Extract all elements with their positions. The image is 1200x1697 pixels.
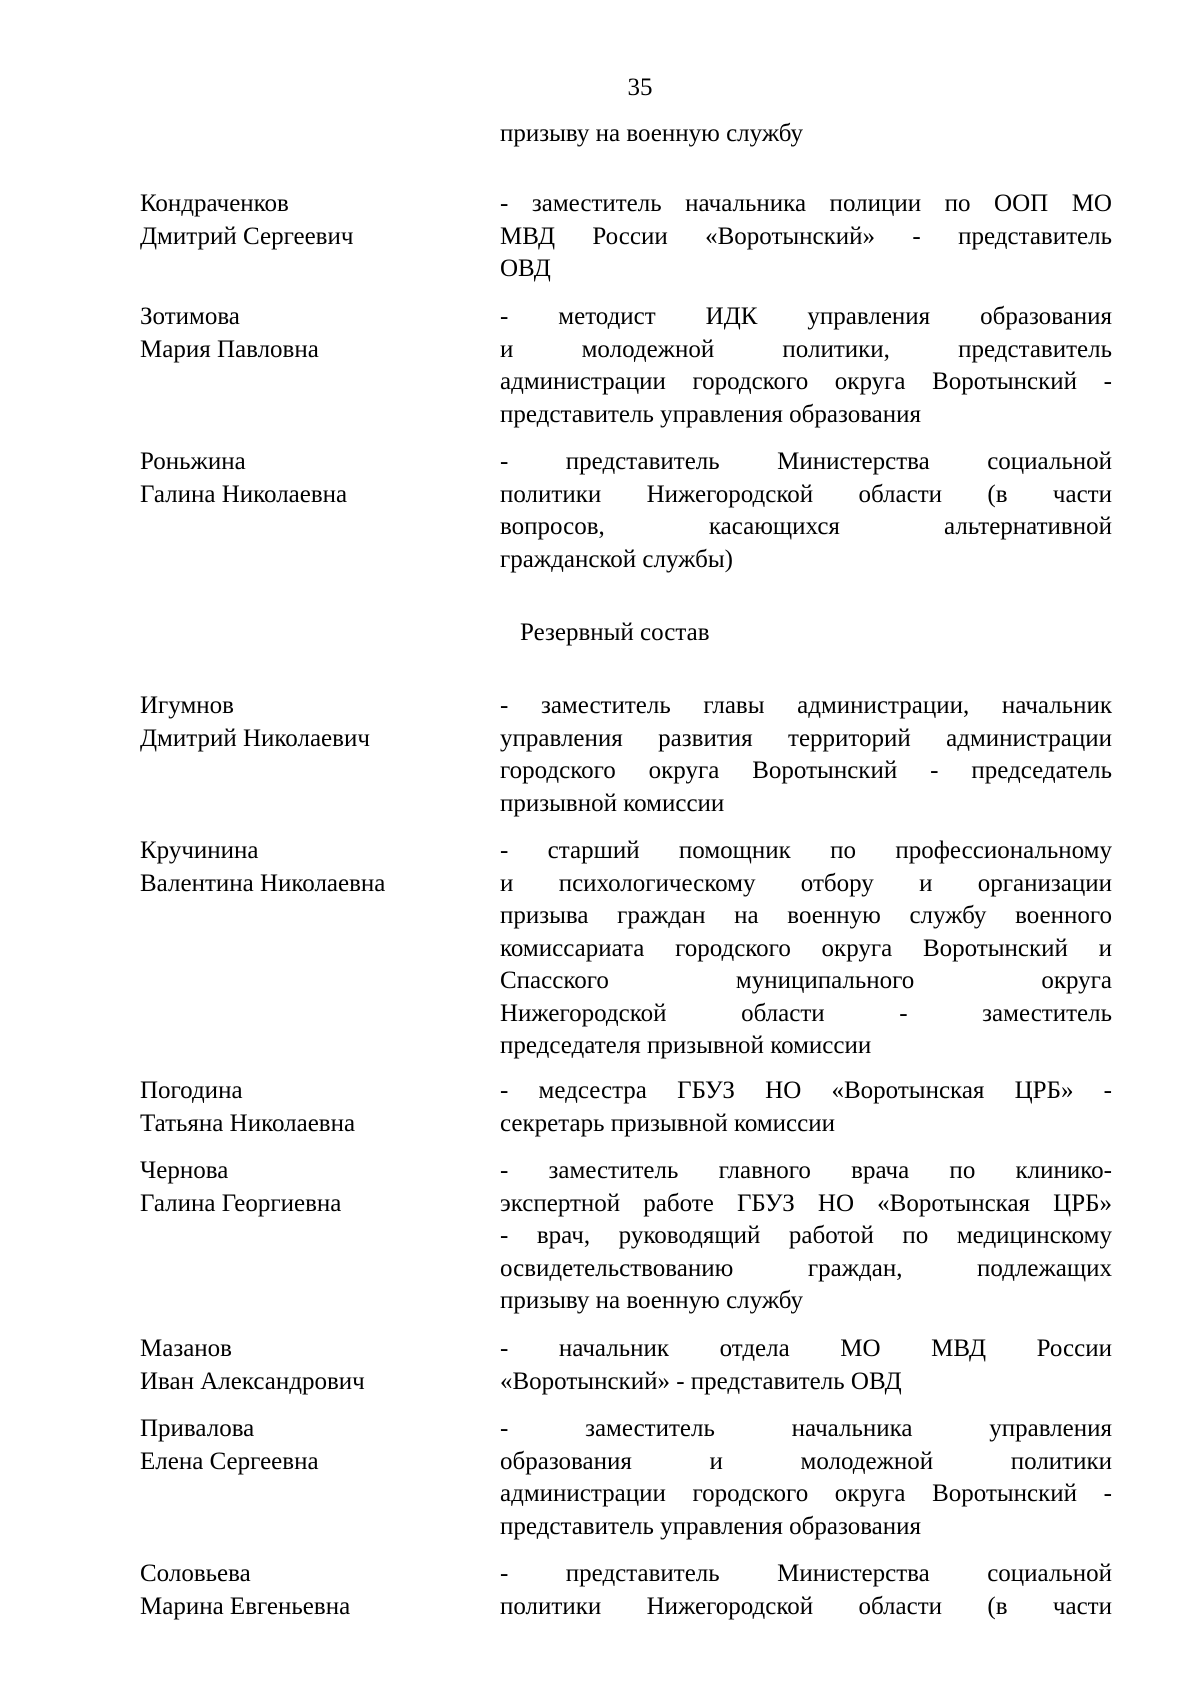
section-heading-reserve: Резервный состав — [520, 619, 710, 646]
role-line: - медсестра ГБУЗ НО «Воротынская ЦРБ» - — [500, 1077, 1112, 1104]
page-number: 35 — [627, 74, 653, 101]
member-role — [500, 188, 1112, 286]
role-line: образования и молодежной политики — [500, 1447, 1112, 1475]
role-line: - методист ИДК управления образования — [500, 303, 1112, 330]
role-line: политики Нижегородской области (в части — [500, 1592, 1112, 1620]
member-name — [140, 1558, 480, 1623]
role-line: - представитель Министерства социальной — [500, 1560, 1112, 1587]
role-line: - врач, руководящий работой по медицинскому — [500, 1222, 1112, 1249]
role-line: Нижегородской области - заместитель — [500, 999, 1112, 1027]
role-line: «Воротынский» - представитель ОВД — [500, 1367, 902, 1395]
continued-text: призыву на военную службу — [500, 120, 804, 147]
member-role — [500, 1075, 1112, 1140]
role-line: председателя призывной комиссии — [500, 1032, 872, 1059]
member-surname: Кондраченков — [140, 190, 289, 217]
role-line: и молодежной политики, представитель — [500, 335, 1112, 363]
role-line: призыву на военную службу — [500, 1287, 804, 1314]
role-line: призыва граждан на военную службу военного — [500, 902, 1112, 929]
member-role — [500, 835, 1112, 1063]
member-given-names: Галина Николаевна — [140, 480, 348, 508]
role-line: - старший помощник по профессиональному — [500, 837, 1112, 864]
member-surname: Мазанов — [140, 1335, 232, 1362]
member-given-names: Мария Павловна — [140, 335, 319, 363]
member-name — [140, 1413, 480, 1478]
member-given-names: Галина Георгиевна — [140, 1189, 342, 1217]
member-role — [500, 301, 1112, 431]
member-role — [500, 1333, 1112, 1398]
member-name — [140, 1075, 480, 1140]
member-role — [500, 1413, 1112, 1543]
member-role — [500, 1155, 1112, 1318]
role-line: Спасского муниципального округа — [500, 967, 1112, 994]
member-given-names: Елена Сергеевна — [140, 1447, 319, 1475]
member-surname: Погодина — [140, 1077, 243, 1104]
member-given-names: Марина Евгеньевна — [140, 1592, 351, 1620]
member-name — [140, 1155, 480, 1220]
role-line: администрации городского округа Воротынский - — [500, 1480, 1112, 1507]
member-given-names: Иван Александрович — [140, 1367, 365, 1395]
member-name — [140, 188, 480, 253]
role-line: - заместитель главного врача по клинико- — [500, 1157, 1112, 1184]
role-line: городского округа Воротынский - председатель — [500, 757, 1112, 784]
member-surname: Игумнов — [140, 692, 234, 719]
member-role — [500, 446, 1112, 576]
role-line: призывной комиссии — [500, 789, 725, 817]
role-line: гражданской службы) — [500, 545, 733, 573]
member-surname: Кручинина — [140, 837, 259, 864]
role-line: политики Нижегородской области (в части — [500, 480, 1112, 508]
role-line: - заместитель начальника управления — [500, 1415, 1112, 1442]
role-line: управления развития территорий администрации — [500, 724, 1112, 752]
member-given-names: Дмитрий Николаевич — [140, 724, 370, 752]
member-name — [140, 301, 480, 366]
member-given-names: Валентина Николаевна — [140, 869, 386, 897]
member-given-names: Дмитрий Сергеевич — [140, 222, 354, 250]
role-line: экспертной работе ГБУЗ НО «Воротынская ЦРБ» — [500, 1189, 1112, 1217]
member-surname: Роньжина — [140, 448, 246, 475]
role-line: секретарь призывной комиссии — [500, 1109, 836, 1137]
role-line: вопросов, касающихся альтернативной — [500, 513, 1112, 540]
role-line: - заместитель начальника полиции по ООП МО — [500, 190, 1112, 217]
role-line: - заместитель главы администрации, начальник — [500, 692, 1112, 719]
role-line: представитель управления образования — [500, 400, 922, 428]
member-role — [500, 1558, 1112, 1623]
member-name — [140, 446, 480, 511]
role-line: представитель управления образования — [500, 1512, 922, 1540]
member-surname: Привалова — [140, 1415, 255, 1442]
role-line: освидетельствованию граждан, подлежащих — [500, 1254, 1112, 1282]
member-name — [140, 835, 480, 900]
role-line: - начальник отдела МО МВД России — [500, 1335, 1112, 1362]
member-surname: Соловьева — [140, 1560, 251, 1587]
role-line: администрации городского округа Воротынский - — [500, 368, 1112, 395]
member-surname: Зотимова — [140, 303, 240, 330]
role-line: МВД России «Воротынский» - представитель — [500, 222, 1112, 250]
member-name — [140, 690, 480, 755]
member-name — [140, 1333, 480, 1398]
member-surname: Чернова — [140, 1157, 229, 1184]
member-role — [500, 690, 1112, 820]
role-line: - представитель Министерства социальной — [500, 448, 1112, 475]
member-given-names: Татьяна Николаевна — [140, 1109, 356, 1137]
role-line: комиссариата городского округа Воротынский и — [500, 934, 1112, 962]
role-line: и психологическому отбору и организации — [500, 869, 1112, 897]
role-line: ОВД — [500, 255, 551, 282]
